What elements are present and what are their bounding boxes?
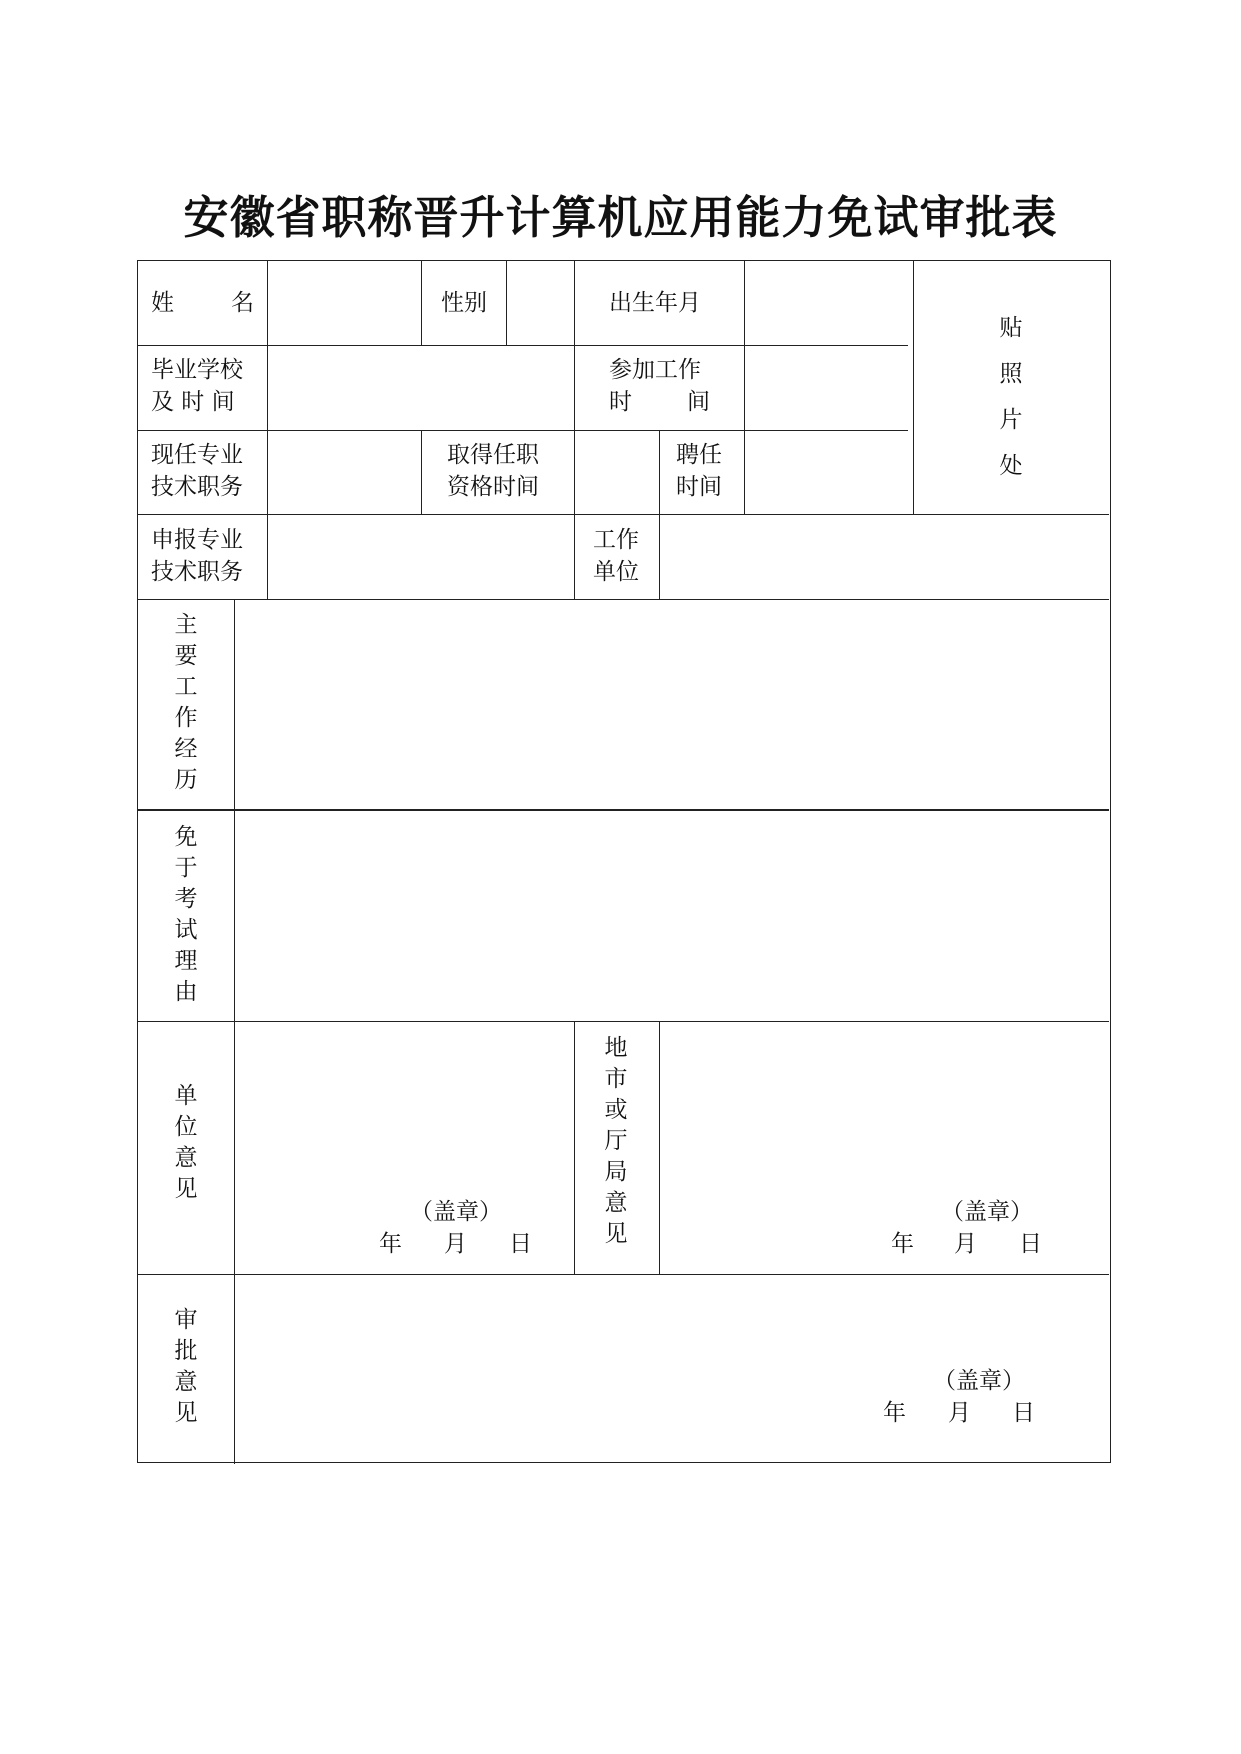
approval-char: 意 (174, 1369, 198, 1395)
city-opinion-char: 厅 (604, 1128, 628, 1154)
city-date-month: 月 (954, 1231, 977, 1257)
city-opinion-char: 意 (604, 1190, 628, 1216)
exemption-reason-char: 理 (174, 948, 198, 974)
photo-char: 片 (999, 407, 1023, 433)
city-opinion-char: 局 (604, 1159, 628, 1185)
current-title-field[interactable] (269, 432, 419, 512)
exemption-reason-char: 试 (174, 917, 198, 943)
school-field[interactable] (269, 347, 572, 428)
work-history-char: 历 (174, 767, 198, 793)
city-opinion-char: 见 (604, 1221, 628, 1247)
approval-form (137, 260, 1111, 1463)
unit-opinion-label (171, 1081, 201, 1205)
exemption-reason-label (171, 822, 201, 1008)
photo-char: 贴 (999, 315, 1023, 341)
approval-char: 见 (174, 1400, 198, 1426)
current-title-label-line2: 技术职务 (151, 474, 243, 500)
work-history-char: 经 (174, 736, 198, 762)
exemption-reason-char: 由 (174, 979, 198, 1005)
hire-time-label-line2: 时间 (676, 474, 722, 500)
city-bureau-opinion-label (601, 1033, 631, 1250)
birth-date-label: 出生年月 (609, 290, 701, 316)
exemption-reason-char: 于 (174, 855, 198, 881)
work-history-char: 作 (174, 705, 198, 731)
apply-title-label-line1: 申报专业 (151, 527, 243, 553)
unit-date-day: 日 (509, 1231, 532, 1257)
photo-char: 处 (999, 453, 1023, 479)
city-opinion-char: 市 (604, 1066, 628, 1092)
birth-date-field[interactable] (746, 263, 911, 343)
city-opinion-char: 地 (604, 1035, 628, 1061)
current-title-label-line1: 现任专业 (151, 442, 243, 468)
photo-char: 照 (999, 361, 1023, 387)
approval-char: 审 (174, 1307, 198, 1333)
qualification-time-label-line2: 资格时间 (447, 474, 539, 500)
approval-char: 批 (174, 1338, 198, 1364)
unit-opinion-char: 意 (174, 1145, 198, 1171)
gender-label: 性别 (441, 290, 487, 316)
unit-date-month: 月 (444, 1231, 467, 1257)
work-start-label-line2a: 时 (609, 389, 632, 415)
approval-date-year: 年 (883, 1400, 906, 1426)
approval-opinion-label (171, 1305, 201, 1429)
city-opinion-char: 或 (604, 1097, 628, 1123)
name-label-part2: 名 (231, 290, 254, 316)
unit-opinion-char: 见 (174, 1176, 198, 1202)
city-date-year: 年 (891, 1231, 914, 1257)
work-history-char: 主 (174, 612, 198, 638)
work-start-field[interactable] (746, 347, 911, 428)
work-unit-label-line1: 工作 (593, 527, 639, 553)
work-history-field[interactable] (236, 601, 1107, 807)
approval-seal-label: （盖章） (933, 1368, 1025, 1394)
page-title: 安徽省职称晋升计算机应用能力免试审批表 (183, 191, 1058, 244)
exemption-reason-char: 考 (174, 886, 198, 912)
approval-date-month: 月 (948, 1400, 971, 1426)
work-unit-field[interactable] (661, 516, 1107, 597)
exemption-reason-char: 免 (174, 824, 198, 850)
qualification-time-field[interactable] (576, 432, 657, 512)
exemption-reason-field[interactable] (236, 812, 1107, 1019)
work-start-label-line1: 参加工作 (609, 357, 701, 383)
photo-area[interactable] (996, 305, 1026, 489)
approval-date-day: 日 (1012, 1400, 1035, 1426)
work-start-label-line2b: 间 (687, 389, 710, 415)
school-label-line2: 及 时 间 (151, 389, 235, 415)
unit-date-year: 年 (379, 1231, 402, 1257)
unit-opinion-char: 位 (174, 1114, 198, 1140)
name-field[interactable] (269, 263, 419, 343)
hire-time-label-line1: 聘任 (676, 442, 722, 468)
city-date-day: 日 (1019, 1231, 1042, 1257)
qualification-time-label-line1: 取得任职 (447, 442, 539, 468)
city-seal-label: （盖章） (941, 1199, 1033, 1225)
school-label-line1: 毕业学校 (151, 357, 243, 383)
unit-seal-label: （盖章） (410, 1199, 502, 1225)
work-history-char: 工 (174, 674, 198, 700)
apply-title-field[interactable] (269, 516, 572, 597)
work-history-char: 要 (174, 643, 198, 669)
gender-field[interactable] (508, 263, 572, 343)
unit-opinion-char: 单 (174, 1083, 198, 1109)
hire-time-field[interactable] (746, 432, 911, 512)
work-history-label (171, 610, 201, 796)
apply-title-label-line2: 技术职务 (151, 559, 243, 585)
name-label-part1: 姓 (151, 290, 174, 316)
work-unit-label-line2: 单位 (593, 559, 639, 585)
